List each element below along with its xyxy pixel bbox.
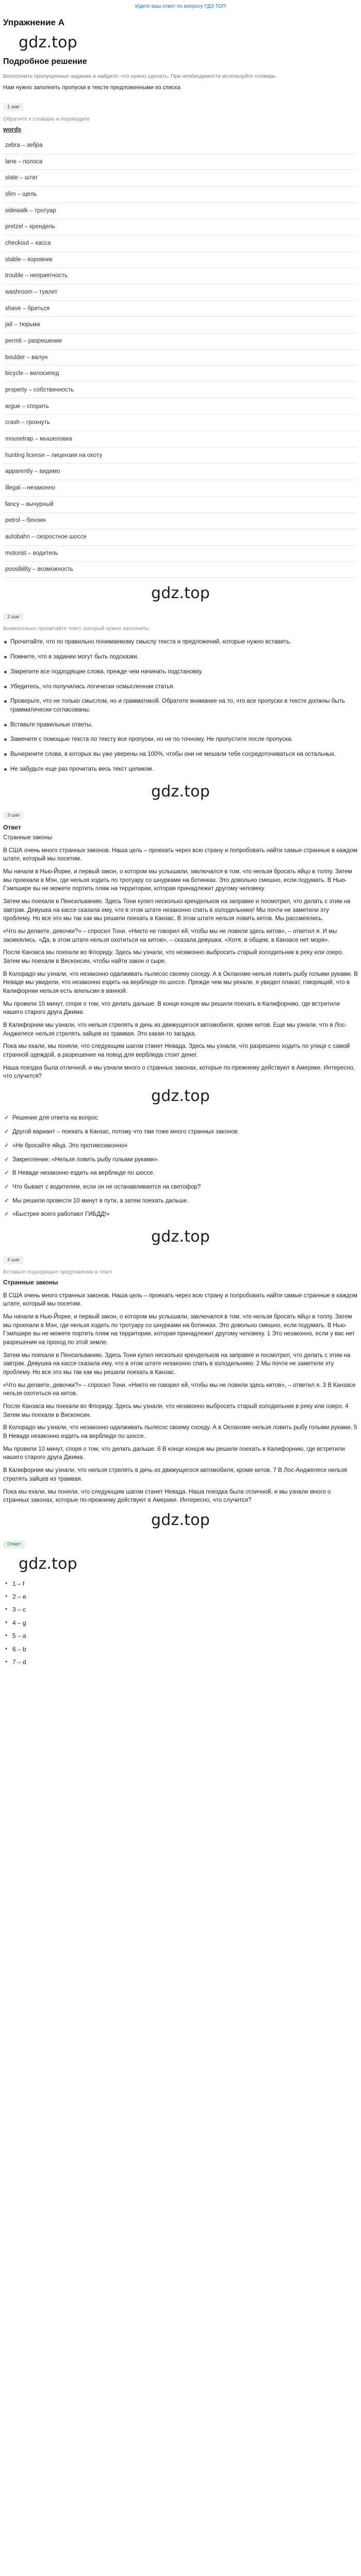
step-subhead: Вставьте подходящие предложения в текст [3, 1269, 112, 1276]
check-list [3, 1111, 358, 1221]
step-label: 1 шаг [3, 103, 24, 111]
watermark-logo: gdz.top [151, 1511, 210, 1529]
vocab-item: petrol – бензин [3, 513, 358, 529]
top-link[interactable]: Идите ваш ответ по вопросу ГДЗ ТОП [135, 4, 226, 9]
watermark-logo: gdz.top [19, 1555, 77, 1573]
paragraph: Пока мы ехали, мы поняли, что следующим шагом станет Невада. Наша поездка была отличной, и мы узнали много о странных законах, которые по-прежнему действуют в Америке. Интересно, что случится? [3, 1488, 331, 1504]
paragraph: «Что вы делаете, девочки?» – спросил Тони. «Никто не говорил ей, чтобы мы не ловили здесь китов», – ответил я. И мы засмеялись. «Да, в этом штате нельзя охотиться на китов», – сказала девушка. «Хотя, в общем, в Канзасе нет моря». [3, 928, 337, 943]
vocab-item: argue – спорить [3, 399, 358, 415]
paragraph: В Колорадо мы узнали, что незаконно одалживать пылесос своему соседу. А в Оклахоме нельзя ловить рыбу голыми руками. 5 В Неваде незаконно ездить на верблюде по шоссе. [3, 1425, 357, 1440]
step-label: 3 шаг [3, 811, 24, 820]
vocab-item: motorist – водитель [3, 546, 358, 562]
vocab-item: apparently – видимо [3, 464, 358, 480]
vocab-item: lane – полоса [3, 154, 358, 171]
answer-item: • 2 – e [3, 1590, 358, 1603]
paragraph: В США очень много странных законов. Наша цель – проехать через всю страну и попробовать найти самые странные в каждом штате, который мы посетим. [3, 847, 357, 862]
check-item: ✓ Закрепление: «Нельзя ловить рыбу голыми руками». [3, 1153, 358, 1167]
step-label: 4 шаг [3, 1256, 24, 1264]
vocab-item: autobahn – скоростное шоссе [3, 529, 358, 546]
vocab-item: bicycle – велосипед [3, 366, 358, 382]
check-item: ✓ Мы решили провести 10 минут в пути, а затем поехать дальше. [3, 1194, 358, 1208]
paragraph: «Что вы делаете, девочки?» – спросил Тони. «Никто не говорил ей, чтобы мы не ловили здесь китов», – ответил я. 3 В Канзасе нельзя охотиться на китов. [3, 1382, 356, 1397]
check-item: ✓ «Быстрее всего работают ГИБДД!» [3, 1208, 358, 1222]
exercise-title: Упражнение A [3, 18, 64, 27]
check-item: ✓ Решение для ответа на вопрос [3, 1111, 358, 1125]
vocab-item: trouble – неприятность [3, 268, 358, 284]
paragraph: В Калифорнии мы узнали, что нельзя стрелять в дичь из движущегося автомобиля, кроме китов. 7 В Лос-Анджелесе нельзя стрелять зайцев из трамвая. [3, 1467, 347, 1482]
step-2 [3, 609, 358, 777]
vocab-item: illegal – незаконно [3, 480, 358, 497]
vocab-item: checkout – касса [3, 235, 358, 252]
paragraph: Мы начали в Нью-Йорке, и первый закон, о котором мы услышали, заключался в том, что нельзя бросать яйцо в толпу. Затем мы проехали в Мэн, где нельзя ходить по тротуару со шнурками на ботинках. Это довольно смешно, если подумать. В Нью-Гэмпшире вы не можете портить пляж на территории, которая принадлежит другому человеку. [3, 868, 352, 892]
article-text-filled [3, 1292, 358, 1505]
paragraph: После Канзаса мы поехали во Флориду. Здесь мы узнали, что незаконно выбросить старый холодильник в реку или озеро. Затем мы поехали в Висконсин, чтобы найти закон о сыре. [3, 950, 343, 964]
step-3 [3, 807, 358, 1222]
paragraph: Мы провели 10 минут, споря о том, что делать дальше. В конце концов мы решили поехать в Калифорнию, где встретили нашего старого друга Джима. [3, 1001, 340, 1016]
vocab-item: hunting license – лицензия на охоту [3, 448, 358, 464]
block-title: Ответ [3, 824, 21, 832]
step-1 [3, 99, 358, 578]
check-item: ✓ В Неваде незаконно ездить на верблюде по шоссе. [3, 1166, 358, 1180]
vocab-item: washroom – туалет [3, 284, 358, 301]
check-item: ✓ Что бывает с водителем, если он не останавливается на светофор? [3, 1180, 358, 1194]
solution-title: Подробное решение [3, 57, 87, 66]
answer-item: • 7 – d [3, 1656, 358, 1669]
watermark-logo: gdz.top [151, 1087, 210, 1105]
paragraph: После Канзаса мы поехали во Флориду. Здесь мы узнали, что незаконно выбросить старый холодильник в реку или озеро. 4 Затем мы поехали в Висконсин. [3, 1403, 349, 1418]
paragraph: Затем мы поехали в Пенсильванию. Здесь Тони купил несколько крендельков на заправке и посмотрел, что делать с этим на завтрак. Девушка на кассе сказала ему, что в этом штате незаконно спать в холодильнике! Мы почти не заметили эту проблему. Но все это мы так как мы решили поехать в Канзас. В этом штате нельзя ловить китов. Мы рассмеялись. [3, 898, 351, 922]
answers-list [3, 1578, 358, 1669]
vocab-item: fancy – вычурный [3, 497, 358, 513]
tip-item: Вычеркните слова, в которых вы уже уверены на 100%, чтобы они не мешали тебе сосредоточиваться на остальных. [3, 747, 358, 762]
answer-tag: Ответ [3, 1540, 25, 1549]
intro-note: Нам нужно заполнить пропуски в тексте предложенными из списка [3, 84, 180, 91]
answer-item: • 4 – g [3, 1617, 358, 1630]
paragraph: В США очень много странных законов. Наша цель – проехать через всю страну и попробовать найти самые странные в каждом штате, который мы посетим. [3, 1292, 357, 1308]
paragraph: Пока мы ехали, мы поняли, что следующим шагом станет Невада. Здесь мы узнали, что разрешено ходить по улице с самой странной одеждой, а разрешение на повод для верблюда стоит денег. [3, 1043, 350, 1058]
vocab-item: jail – тюрьма [3, 317, 358, 333]
vocab-item: crash – грохнуть [3, 415, 358, 431]
check-item: ✓ «Не бросайте яйца. Это противозаконно» [3, 1139, 358, 1153]
answer-section [3, 1535, 358, 1669]
watermark-logo: gdz.top [151, 1227, 210, 1246]
answer-item: • 1 – f [3, 1578, 358, 1590]
step-subhead: Внимательно прочитайте текст, который нужно заполнить: [3, 625, 150, 632]
tip-item: Помните, что в задании могут быть подсказки. [3, 650, 358, 665]
tip-item: Убедитесь, что получилась логически осмысленная статья. [3, 680, 358, 694]
step-label: 2 шаг [3, 613, 24, 621]
tip-item: Проверьте, что не только смыслом, но и грамматикой. Обратите внимание на то, что все пропуски в тексте должны быть грамматически согласованы. [3, 694, 358, 717]
answer-item: • 6 – b [3, 1643, 358, 1656]
paragraph: Наша поездка была отличной, и мы узнали много о странных законах, которые по-прежнему действуют в Америке. Интересно, что случится? [3, 1064, 355, 1080]
vocab-list [3, 138, 358, 578]
block-subtitle: Странные законы [3, 834, 52, 841]
tip-item: Не забудьте еще раз прочитать весь текст целиком. [3, 762, 358, 777]
vocab-item: sidewalk – тротуар [3, 203, 358, 219]
content [0, 11, 361, 1669]
vocab-item: property – собственность [3, 382, 358, 399]
watermark-logo: gdz.top [151, 584, 210, 602]
vocab-item: zebra – зебра [3, 138, 358, 154]
watermark-logo: gdz.top [151, 783, 210, 801]
intro-instruction: Восполнить пропущенные задания и найдите, что нужно сделать. При необходимости используйте словарь. [3, 73, 277, 80]
tip-item: Закрепите все подходящие слова, прежде чем начинать подстановку. [3, 665, 358, 680]
vocab-item: state – штат [3, 170, 358, 187]
vocab-item: permit – разрешение [3, 333, 358, 350]
vocab-item: possibility – возможность [3, 562, 358, 578]
tip-item: Вставьте правильные ответы. [3, 718, 358, 733]
step-subhead: Обратите к словарю и переводите [3, 116, 90, 123]
tips-list [3, 635, 358, 776]
article-text [3, 846, 358, 1081]
block-title: Странные законы [3, 1279, 58, 1286]
vocab-item: mousetrap – мышеловка [3, 431, 358, 448]
watermark-logo: gdz.top [19, 33, 77, 52]
tip-item: Прочитайте, что по правильно понимаемому смыслу текста и предложений, которые нужно вставить. [3, 635, 358, 650]
paragraph: В Калифорнии мы узнали, что нельзя стрелять в дичь из движущегося автомобиля, кроме китов. Еще мы узнали, что в Лос-Анджелесе нельзя стрелять зайцев из трамвая. Это какая-то загадка. [3, 1022, 347, 1037]
paragraph: В Колорадо мы узнали, что незаконно одалживать пылесос своему соседу. А в Оклахоме нельзя ловить рыбу голыми руками. В Неваде мы увидели, что незаконно ездить на верблюде по шоссе. Прежде чем мы уехали, я увидел плакат, говорящий, что в Калифорнии нельзя есть апельсин в ванной. [3, 971, 358, 994]
vocab-item: shave – бриться [3, 301, 358, 317]
paragraph: Затем мы поехали в Пенсильванию. Здесь Тони купил несколько крендельков на заправке и посмотрел, что делать с этим на завтрак. Девушка на кассе сказала ему, что в этом штате незаконно спать в холодильнике. 2 Мы почти не заметили эту проблему. Но все это мы так как мы решили поехать в Канзас. [3, 1352, 351, 1376]
words-heading: words [3, 126, 22, 133]
step-4 [3, 1252, 358, 1504]
vocab-item: boulder – валун [3, 350, 358, 366]
vocab-item: stable – коровник [3, 252, 358, 268]
answer-item: • 5 – a [3, 1630, 358, 1642]
answer-item: • 3 – c [3, 1603, 358, 1616]
paragraph: Мы начали в Нью-Йорке, и первый закон, о котором мы услышали, заключался в том, что нельзя бросать яйцо в толпу. Затем мы проехали в Мэн, где нельзя ходить по тротуару со шнурками на ботинках. Это довольно смешно, если подумать. В Нью-Гэмпшире вы не можете портить пляж на территории, которая принадлежит другому человеку. 1 Это незаконно, если у вас нет разрешения на проход по этой земле. [3, 1314, 355, 1346]
vocab-item: pretzel – крендель [3, 219, 358, 235]
vocab-item: slim – щель [3, 187, 358, 203]
check-item: ✓ Другой вариант – поехать в Канзас, потому что там тоже много странных законов. [3, 1125, 358, 1139]
paragraph: Мы провели 10 минут, споря о том, что делать дальше. 6 В конце концов мы решили поехать в Калифорнию, где встретили нашего старого друга Джима. [3, 1446, 345, 1461]
tip-item: Замените с помощью текста по тексту все пропуски, но не по точному. Не пропустите после пропуска. [3, 732, 358, 747]
